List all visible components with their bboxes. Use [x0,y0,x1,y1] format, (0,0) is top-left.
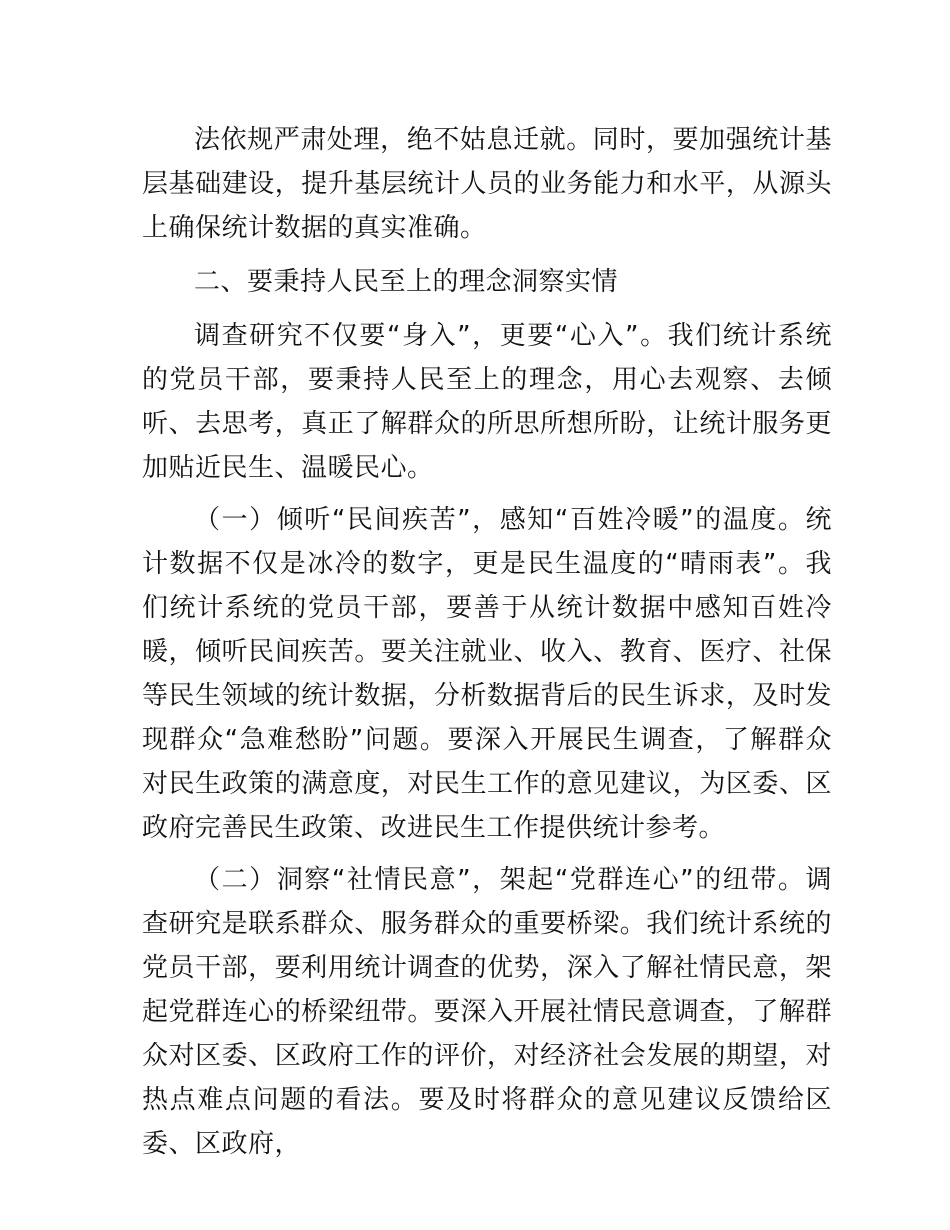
paragraph-intro: 调查研究不仅要“身入”，更要“心入”。我们统计系统的党员干部，要秉持人民至上的理念，用心去观察、去倾听、去思考，真正了解群众的所思所想所盼，让统计服务更加贴近民生、温暖民心。 [142,321,832,483]
paragraph-subsection-1: （一）倾听“民间疾苦”，感知“百姓冷暖”的温度。统计数据不仅是冰冷的数字，更是民生温度的“晴雨表”。我们统计系统的党员干部，要善于从统计数据中感知百姓冷暖，倾听民间疾苦。要关注就业、收入、教育、医疗、社保等民生领域的统计数据，分析数据背后的民生诉求，及时发现群众“急难愁盼”问题。要深入开展民生调查，了解群众对民生政策的满意度，对民生工作的意见建议，为区委、区政府完善民生政策、改进民生工作提供统计参考。 [142,505,832,843]
paragraph-subsection-2: （二）洞察“社情民意”，架起“党群连心”的纽带。调查研究是联系群众、服务群众的重要桥梁。我们统计系统的党员干部，要利用统计调查的优势，深入了解社情民意，架起党群连心的桥梁纽带。要深入开展社情民意调查，了解群众对区委、区政府工作的评价，对经济社会发展的期望，对热点难点问题的看法。要及时将群众的意见建议反馈给区委、区政府， [142,865,832,1159]
paragraph-continuation: 法依规严肃处理，绝不姑息迁就。同时，要加强统计基层基础建设，提升基层统计人员的业务能力和水平，从源头上确保统计数据的真实准确。 [142,125,832,243]
section-heading: 二、要秉持人民至上的理念洞察实情 [194,267,619,297]
document-body [142,118,832,1166]
